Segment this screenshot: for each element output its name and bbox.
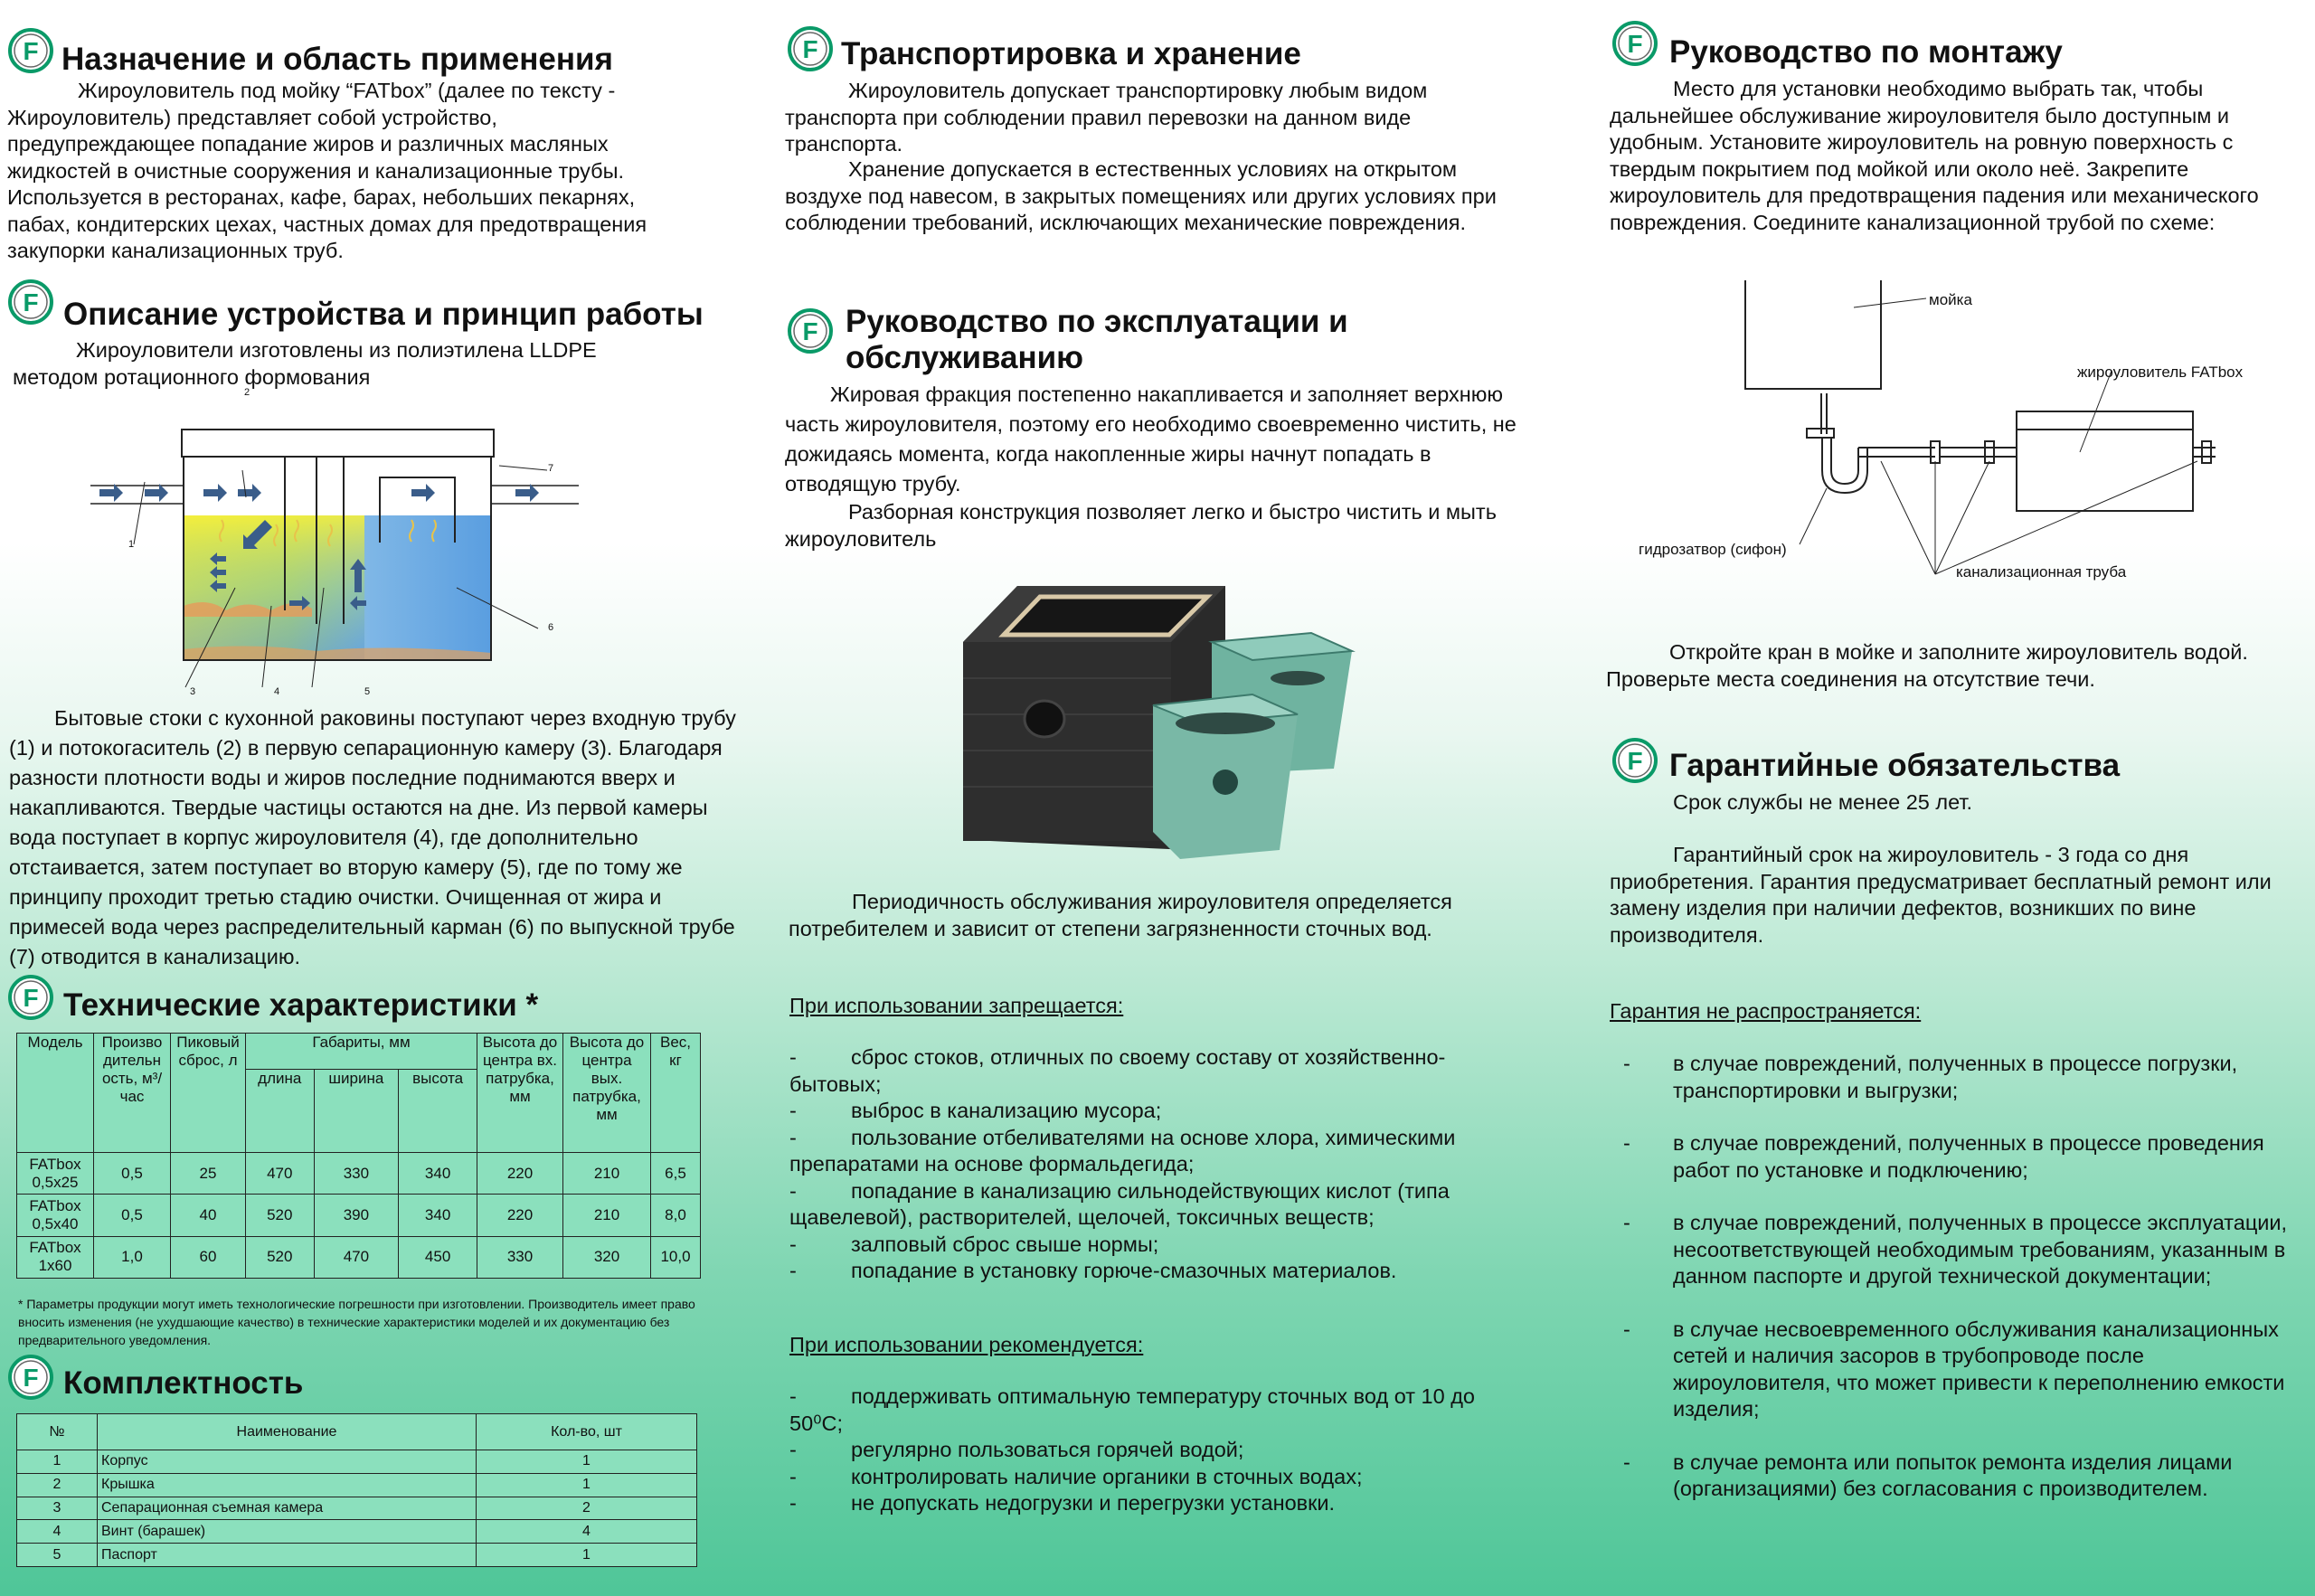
recommended-list	[789, 1384, 1513, 1517]
callout-2: 2	[244, 387, 250, 398]
list-item-text: в случае повреждений, полученных в процессе эксплуатации, несоответствующей необходимым требованиям, указанным в данном паспорте и другой технической документации;	[1673, 1211, 2288, 1288]
cell: 5	[17, 1544, 98, 1567]
callout-6: 6	[548, 622, 554, 633]
operation-text-2: Разборная конструкция позволяет легко и быстро чистить и мыть жироуловитель	[785, 500, 1497, 551]
table-row	[17, 1195, 701, 1236]
forbidden-title: При использовании запрещается:	[789, 994, 1124, 1017]
cell: 470	[246, 1153, 315, 1195]
operation-text-1: Жировая фракция постепенно накапливается и заполняет верхнюю часть жироуловителя, поэтому его необходимо своевременно чистить, не дожидаясь момента, когда накопленные жиры начнут попадать в отводящую трубу.	[785, 382, 1517, 496]
section-title-operation-1: Руководство по эксплуатации и	[846, 304, 1348, 339]
installation-text-2: Откройте кран в мойке и заполните жироуловитель водой. Проверьте места соединения на отсутствие течи.	[1606, 640, 2248, 691]
cell: 330	[314, 1153, 399, 1195]
bullet-dash: -	[789, 1491, 797, 1515]
fatbox-logo-icon	[1611, 737, 1658, 784]
list-item-text: попадание в канализацию сильнодействующих кислот (типа щавелевой), растворителей, щелочей, токсичных веществ;	[789, 1178, 1450, 1229]
warranty-text: Гарантийный срок на жироуловитель - 3 года со дня приобретения. Гарантия предусматривает бесплатный ремонт или замену изделия при наличии дефектов, возникших по вине производителя.	[1610, 843, 2272, 947]
cell: 220	[477, 1195, 563, 1236]
section-title-operation-2: обслуживанию	[846, 340, 1084, 375]
kit-table	[16, 1413, 697, 1567]
kit-col-name: Наименование	[98, 1414, 477, 1450]
cell: 470	[314, 1236, 399, 1278]
cell: 6,5	[651, 1153, 701, 1195]
table-row	[17, 1153, 701, 1195]
specs-table	[16, 1033, 701, 1279]
kit-col-qty: Кол-во, шт	[477, 1414, 697, 1450]
fatbox-logo-icon	[7, 279, 54, 326]
list-item	[1623, 1210, 2292, 1290]
list-item	[789, 1178, 1513, 1232]
cell: 210	[563, 1153, 651, 1195]
list-item-text: в случае несвоевременного обслуживания канализационных сетей и наличия засоров в трубопроводе после жироуловителя, что может привести к переполнению емкости изделия;	[1673, 1317, 2285, 1421]
list-item-text: в случае повреждений, полученных в процессе проведения работ по установке и подключению;	[1673, 1131, 2264, 1182]
cell: 4	[477, 1520, 697, 1544]
list-item	[1623, 1130, 2292, 1184]
section-title-installation: Руководство по монтажу	[1669, 34, 2063, 70]
recommended-title: При использовании рекомендуется:	[789, 1333, 1144, 1356]
bullet-dash: -	[1623, 1052, 1630, 1075]
forbidden-list	[789, 1044, 1513, 1285]
bullet-dash: -	[789, 1438, 797, 1461]
table-row	[17, 1236, 701, 1278]
cell: 0,5	[94, 1195, 171, 1236]
cell: 330	[477, 1236, 563, 1278]
list-item	[789, 1232, 1513, 1259]
list-item	[1623, 1450, 2292, 1503]
cell: 40	[171, 1195, 246, 1236]
section-title-transport: Транспортировка и хранение	[841, 36, 1301, 71]
col-width: ширина	[314, 1070, 399, 1153]
fatbox-logo-icon	[787, 307, 834, 354]
label-fatbox: жироуловитель FATbox	[2077, 364, 2244, 381]
bullet-dash: -	[789, 1045, 797, 1069]
cell: 320	[563, 1236, 651, 1278]
cell: 1	[477, 1473, 697, 1497]
kit-col-number: №	[17, 1414, 98, 1450]
warranty-not-covered-list	[1623, 1051, 2292, 1529]
callout-1: 1	[128, 539, 135, 550]
cell: Сепарационная съемная камера	[98, 1497, 477, 1520]
list-item-text: регулярно пользоваться горячей водой;	[851, 1438, 1244, 1461]
cell: 210	[563, 1195, 651, 1236]
list-item-text: попадание в установку горюче-смазочных материалов.	[851, 1259, 1397, 1282]
table-row	[17, 1520, 697, 1544]
cell: 390	[314, 1195, 399, 1236]
bullet-dash: -	[789, 1178, 797, 1203]
cell: 8,0	[651, 1195, 701, 1236]
fatbox-logo-icon	[7, 27, 54, 74]
section-title-warranty: Гарантийные обязательства	[1669, 748, 2121, 783]
list-item	[789, 1044, 1513, 1098]
list-item	[789, 1384, 1513, 1437]
callout-4: 4	[274, 686, 280, 697]
label-sink: мойка	[1929, 291, 1972, 308]
cell: 1	[477, 1450, 697, 1474]
cell: 520	[246, 1236, 315, 1278]
operation-text-3: Периодичность обслуживания жироуловителя определяется потребителем и зависит от степени загрязненности сточных вод.	[789, 890, 1452, 940]
bullet-dash: -	[1623, 1131, 1630, 1155]
cell: Корпус	[98, 1450, 477, 1474]
cell: Винт (барашек)	[98, 1520, 477, 1544]
callout-5: 5	[364, 686, 371, 697]
bullet-dash: -	[789, 1099, 797, 1122]
cell: 450	[399, 1236, 477, 1278]
bullet-dash: -	[789, 1125, 797, 1149]
col-length: длина	[246, 1070, 315, 1153]
col-height: высота	[399, 1070, 477, 1153]
list-item-text: сброс стоков, отличных по своему составу от хозяйственно-бытовых;	[789, 1045, 1446, 1096]
list-item-text: пользование отбеливателями на основе хлора, химическими препаратами на основе формальдегида;	[789, 1125, 1456, 1176]
bullet-dash: -	[789, 1384, 797, 1408]
cell: 4	[17, 1520, 98, 1544]
table-row	[17, 1497, 697, 1520]
cell: Крышка	[98, 1473, 477, 1497]
cell: FATbox 1x60	[17, 1236, 94, 1278]
cell: 10,0	[651, 1236, 701, 1278]
cell: FATbox 0,5x40	[17, 1195, 94, 1236]
list-item	[789, 1098, 1513, 1125]
col-outlet: Высота до центра вых. патрубка, мм	[563, 1034, 651, 1153]
list-item	[789, 1464, 1513, 1491]
list-item-text: в случае ремонта или попыток ремонта изделия лицами (организациями) без согласования с производителем.	[1673, 1450, 2233, 1500]
fatbox-logo-icon	[7, 1354, 54, 1401]
bullet-dash: -	[1623, 1450, 1630, 1474]
list-item	[789, 1125, 1513, 1178]
bullet-dash: -	[789, 1232, 797, 1256]
warranty-service-life: Срок службы не менее 25 лет.	[1673, 790, 1973, 814]
col-model: Модель	[17, 1034, 94, 1153]
cell: 220	[477, 1153, 563, 1195]
section-title-description: Описание устройства и принцип работы	[63, 297, 704, 332]
installation-text: Место для установки необходимо выбрать так, чтобы дальнейшее обслуживание жироуловителя было доступным и удобным. Установите жироуловитель на ровную поверхность с твердым покрытием под мойкой или около неё. Закрепите жироуловитель для предотвращения падения или механического повреждения. Соедините канализационной трубой по схеме:	[1610, 77, 2259, 234]
list-item	[1623, 1051, 2292, 1104]
list-item-text: залповый сброс свыше нормы;	[851, 1232, 1159, 1256]
cell: 520	[246, 1195, 315, 1236]
description-text: Бытовые стоки с кухонной раковины поступают через входную трубу (1) и потокогаситель (2) в первую сепарационную камеру (3). Благодаря разности плотности воды и жиров последние поднимаются вверх и накапливаются. Твердые частицы остаются на дне. Из первой камеры вода поступает в корпус жироуловителя (4), где дополнительно отстаивается, затем поступает во вторую камеру (5), где по тому же принципу проходит третью стадию очистки. Очищенная от жира и примесей вода через распределительный карман (6) по выпускной трубе (7) отводится в канализацию.	[9, 706, 736, 968]
label-pipe: канализационная труба	[1956, 563, 2127, 581]
list-item-text: контролировать наличие органики в сточных водах;	[851, 1464, 1363, 1488]
list-item-text: выброс в канализацию мусора;	[851, 1099, 1162, 1122]
cell: 340	[399, 1195, 477, 1236]
col-peak: Пиковый сброс, л	[171, 1034, 246, 1153]
warranty-not-covered-title: Гарантия не распространяется:	[1610, 999, 1922, 1023]
fatbox-logo-icon	[7, 974, 54, 1021]
product-photo	[954, 579, 1370, 886]
table-row	[17, 1544, 697, 1567]
col-dimensions: Габариты, мм	[246, 1034, 477, 1070]
description-intro: Жироуловители изготовлены из полиэтилена LLDPE методом ротационного формования	[13, 338, 597, 389]
section-title-purpose: Назначение и область применения	[61, 42, 613, 77]
callout-3: 3	[190, 686, 196, 697]
section-title-kit: Комплектность	[63, 1365, 304, 1401]
list-item	[1623, 1317, 2292, 1423]
cell: 2	[477, 1497, 697, 1520]
fatbox-logo-icon	[787, 25, 834, 72]
list-item	[789, 1437, 1513, 1464]
cell: 25	[171, 1153, 246, 1195]
bullet-dash: -	[789, 1259, 797, 1282]
cell: 1	[477, 1544, 697, 1567]
list-item-text: в случае повреждений, полученных в процессе погрузки, транспортировки и выгрузки;	[1673, 1052, 2238, 1102]
bullet-dash: -	[1623, 1211, 1630, 1234]
cell: 1	[17, 1450, 98, 1474]
transport-text-2: Хранение допускается в естественных условиях на открытом воздухе под навесом, в закрытых помещениях или других условиях при соблюдении требований, исключающих механические повреждения.	[785, 157, 1497, 234]
section-title-specs: Технические характеристики *	[63, 987, 539, 1023]
bullet-dash: -	[1623, 1317, 1630, 1341]
cell: 0,5	[94, 1153, 171, 1195]
col-performance: Произво дительн ость, м³/час	[94, 1034, 171, 1153]
col-inlet: Высота до центра вх. патрубка, мм	[477, 1034, 563, 1153]
bullet-dash: -	[789, 1464, 797, 1488]
list-item	[789, 1258, 1513, 1285]
list-item-text: не допускать недогрузки и перегрузки установки.	[851, 1491, 1336, 1515]
label-siphon: гидрозатвор (сифон)	[1639, 541, 1787, 558]
specs-footnote: * Параметры продукции могут иметь технологические погрешности при изготовлении. Производитель имеет право вносить изменения (не ухудшающие качество) в технические характеристики моделей и их документацию без предварительного уведомления.	[18, 1297, 695, 1347]
fatbox-logo-icon	[1611, 20, 1658, 67]
grease-trap-diagram	[90, 389, 579, 705]
col-weight: Вес, кг	[651, 1034, 701, 1153]
list-item-text: поддерживать оптимальную температуру сточных вод от 10 до 50⁰С;	[789, 1384, 1475, 1435]
cell: Паспорт	[98, 1544, 477, 1567]
callout-7: 7	[548, 463, 554, 474]
table-row	[17, 1450, 697, 1474]
cell: 3	[17, 1497, 98, 1520]
transport-text-1: Жироуловитель допускает транспортировку любым видом транспорта при соблюдении правил перевозки на данном виде транспорта.	[785, 79, 1428, 156]
cell: FATbox 0,5x25	[17, 1153, 94, 1195]
table-row	[17, 1473, 697, 1497]
cell: 60	[171, 1236, 246, 1278]
cell: 340	[399, 1153, 477, 1195]
list-item	[789, 1490, 1513, 1517]
cell: 1,0	[94, 1236, 171, 1278]
cell: 2	[17, 1473, 98, 1497]
purpose-text: Жироуловитель под мойку “FATbox” (далее по тексту - Жироуловитель) представляет собой устройство, предупреждающее попадание жиров и различных масляных жидкостей в очистные сооружения и канализационные трубы. Используется в ресторанах, кафе, барах, небольших пекарнях, пабах, кондитерских цехах, частных домах для предотвращения закупорки канализационных труб.	[7, 79, 647, 262]
